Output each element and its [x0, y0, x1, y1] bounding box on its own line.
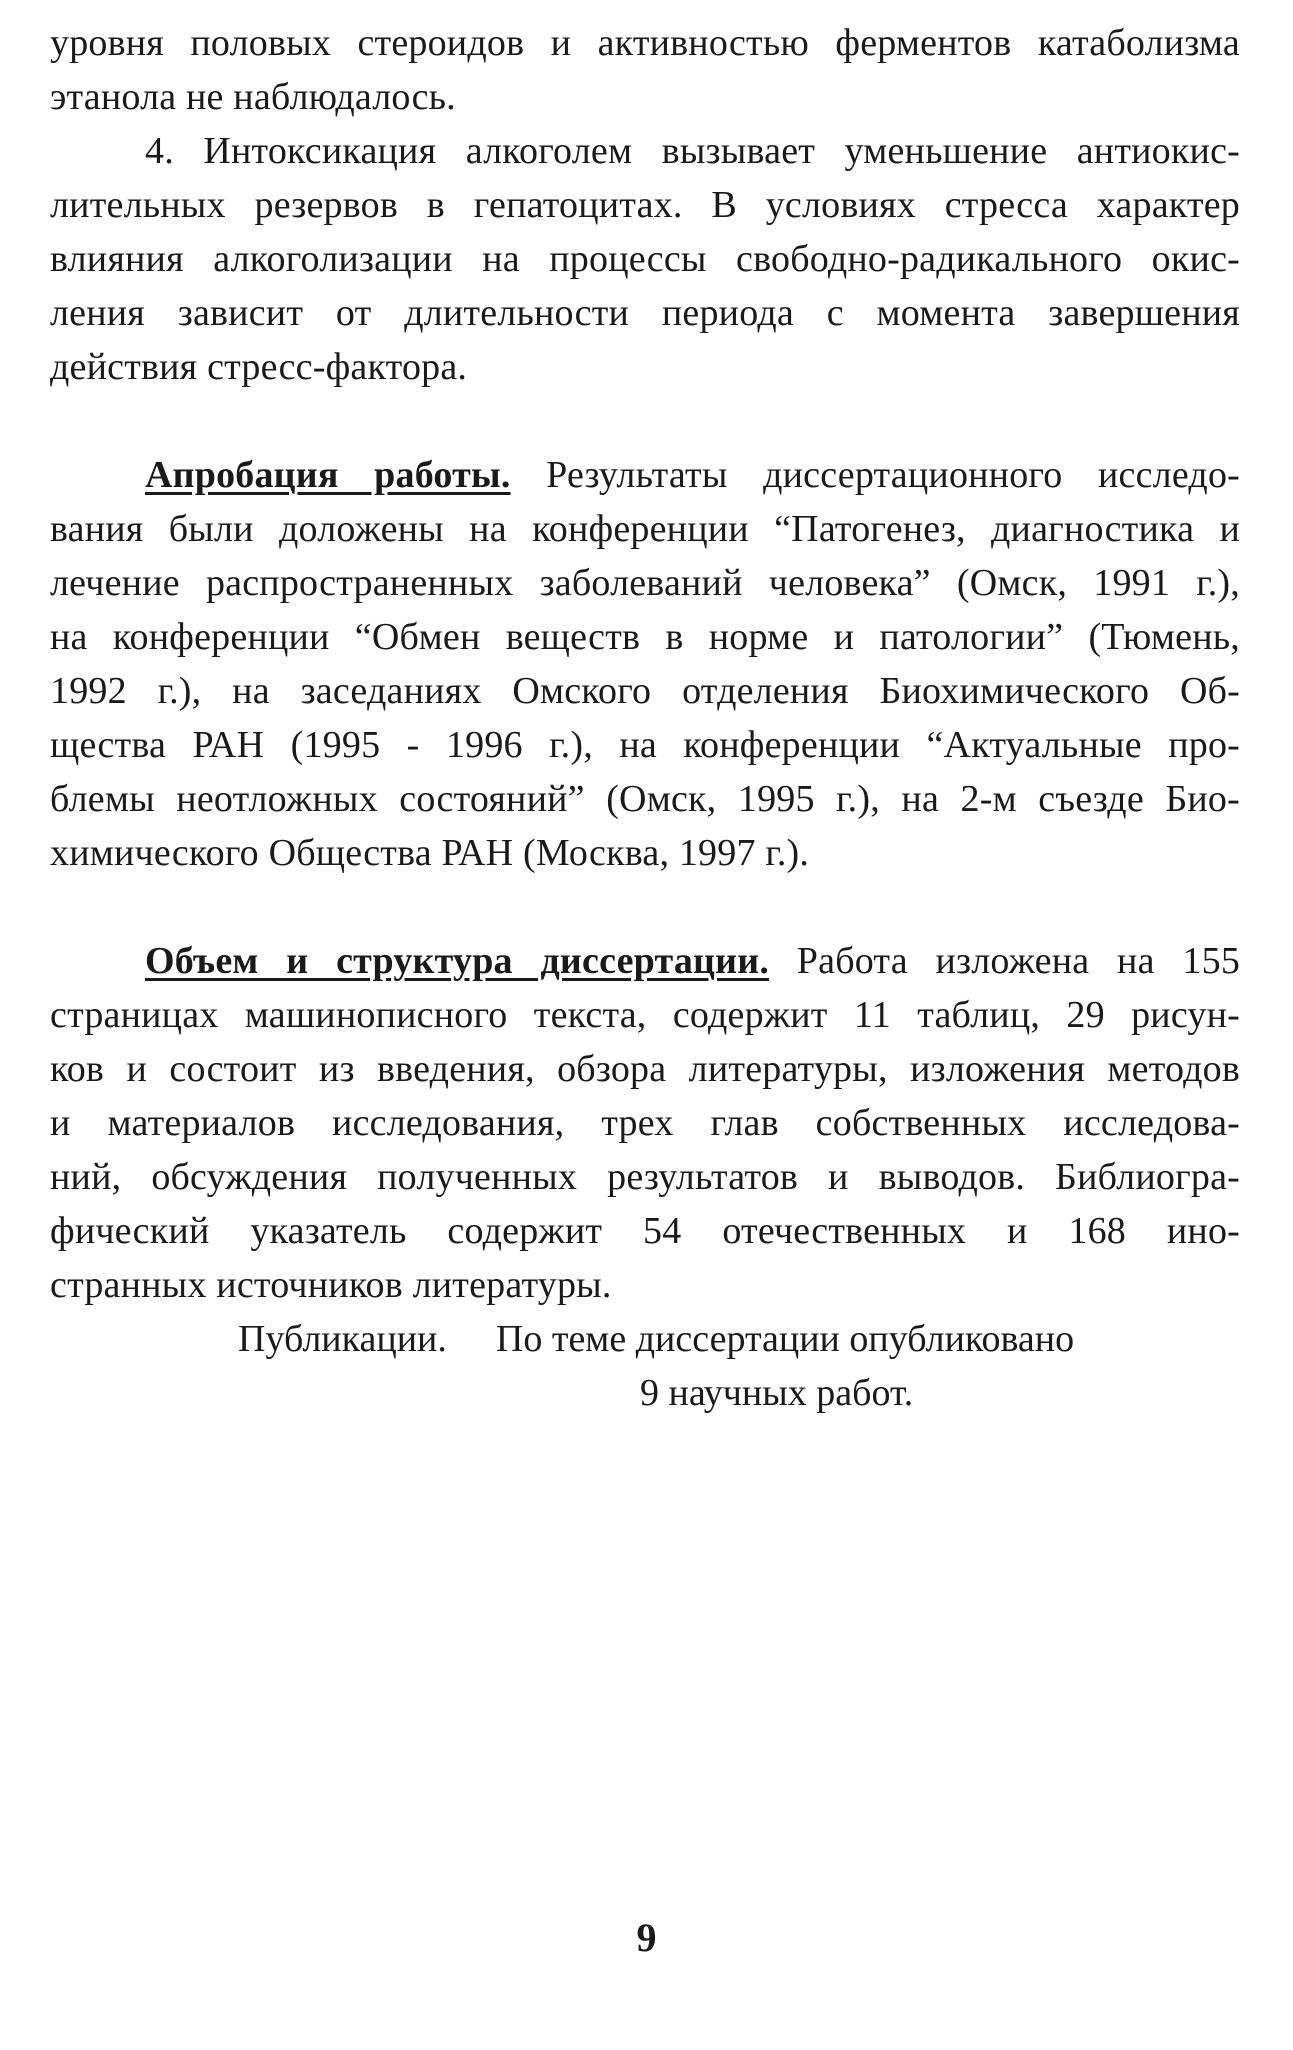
paragraph-line: действия стресс-фактора.: [50, 346, 468, 388]
paragraph-text: Результаты диссертационного исследо-: [546, 454, 1240, 496]
paragraph-line: уровня половых стероидов и активностью ферментов катаболизма: [50, 22, 1240, 64]
publications-label: Публикации.: [238, 1318, 447, 1360]
paragraph-line: ков и состоит из введения, обзора литературы, изложения методов: [50, 1048, 1240, 1090]
paragraph-line: фический указатель содержит 54 отечественных и 168 ино-: [50, 1210, 1240, 1252]
section-heading: Апробация работы.: [145, 454, 511, 496]
approbation-first-line: [145, 452, 1240, 498]
paragraph-line: 4. Интоксикация алкоголем вызывает уменьшение антиокис-: [145, 130, 1240, 172]
paragraph-line: страницах машинописного текста, содержит 11 таблиц, 29 рисун-: [50, 994, 1240, 1036]
paragraph-line: щества РАН (1995 - 1996 г.), на конференции “Актуальные про-: [50, 724, 1240, 766]
paragraph-text: Работа изложена на 155: [796, 940, 1241, 982]
section-heading: Объем и структура диссертации.: [145, 940, 770, 982]
paragraph-line: химического Общества РАН (Москва, 1997 г.).: [50, 832, 810, 874]
paragraph-line: на конференции “Обмен веществ в норме и патологии” (Тюмень,: [50, 616, 1240, 658]
paragraph-line: 1992 г.), на заседаниях Омского отделения Биохимического Об-: [50, 670, 1240, 712]
paragraph-line: ний, обсуждения полученных результатов и выводов. Библиогра-: [50, 1156, 1240, 1198]
paragraph-line: ления зависит от длительности периода с момента завершения: [50, 292, 1240, 334]
publications-count: 9 научных работ.: [640, 1372, 914, 1414]
publications-line: [238, 1316, 1074, 1362]
structure-first-line: [145, 938, 1240, 984]
paragraph-line: лительных резервов в гепатоцитах. В условиях стресса характер: [50, 184, 1240, 226]
paragraph-line: блемы неотложных состояний” (Омск, 1995 г.), на 2-м съезде Био-: [50, 778, 1240, 820]
paragraph-line: вания были доложены на конференции “Патогенез, диагностика и: [50, 508, 1240, 550]
publications-text: По теме диссертации опубликовано: [495, 1318, 1075, 1360]
paragraph-line: влияния алкоголизации на процессы свободно-радикального окис-: [50, 238, 1240, 280]
paragraph-line: лечение распространенных заболеваний человека” (Омск, 1991 г.),: [50, 562, 1240, 604]
paragraph-line: и материалов исследования, трех глав собственных исследова-: [50, 1102, 1240, 1144]
paragraph-line: этанола не наблюдалось.: [50, 76, 456, 118]
page-number: 9: [636, 1915, 657, 1960]
paragraph-line: странных источников литературы.: [50, 1264, 612, 1306]
